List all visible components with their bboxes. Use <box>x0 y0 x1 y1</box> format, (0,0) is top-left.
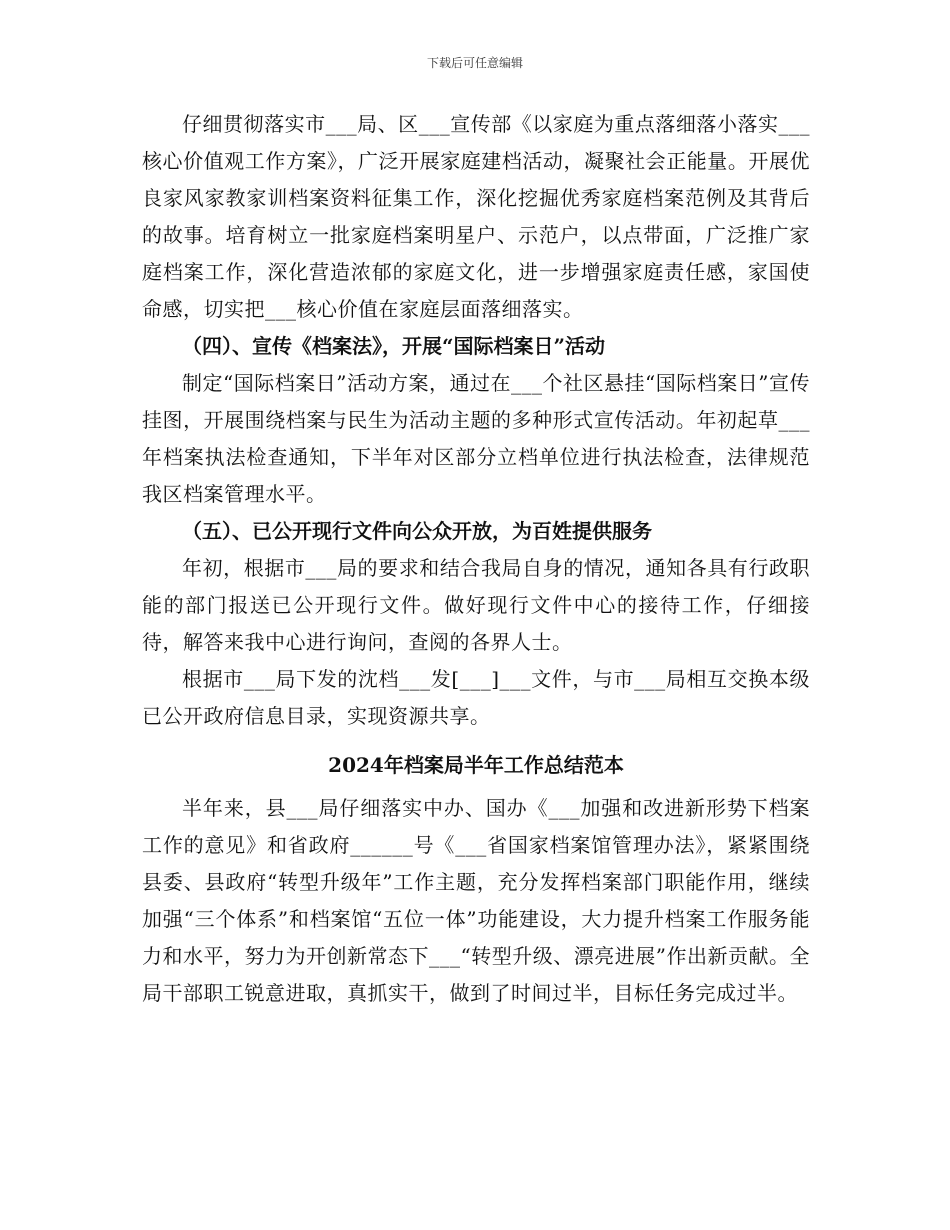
paragraph-family-archives: 仔细贯彻落实市___局、区___宣传部《以家庭为重点落细落小落实___核心价值观工作方案》，广泛开展家庭建档活动，凝聚社会正能量。开展优良家风家教家训档案资料征集工作，深化挖掘优秀家庭档案范例及其背后的故事。培育树立一批家庭档案明星户、示范户，以点带面，广泛推广家庭档案工作，深化营造浓郁的家庭文化，进一步增强家庭责任感，家国使命感，切实把___核心价值在家庭层面落细落实。 <box>142 112 810 321</box>
document-body <box>142 106 810 1012</box>
section-heading-4: （四）、宣传《档案法》，开展“国际档案日”活动 <box>182 334 606 358</box>
paragraph-public-documents: 年初，根据市___局的要求和结合我局自身的情况，通知各具有行政职能的部门报送已公开现行文件。做好现行文件中心的接待工作，仔细接待，解答来我中心进行询问，查阅的各界人士。 <box>142 556 810 654</box>
document-title: 2024年档案局半年工作总结范本 <box>328 753 624 777</box>
paragraph-resource-sharing: 根据市___局下发的沈档___发[___]___文件，与市___局相互交换本级已公开政府信息目录，实现资源共享。 <box>142 667 810 728</box>
page-header: 下载后可任意编辑 <box>426 56 523 70</box>
paragraph-archives-day: 制定“国际档案日”活动方案，通过在___个社区悬挂“国际档案日”宣传挂图，开展围绕档案与民生为活动主题的多种形式宣传活动。年初起草___年档案执法检查通知，下半年对区部分立档单位进行执法检查，法律规范我区档案管理水平。 <box>142 371 810 506</box>
paragraph-half-year-summary: 半年来，县___局仔细落实中办、国办《___加强和改进新形势下档案工作的意见》和省政府______号《___省国家档案馆管理办法》，紧紧围绕县委、县政府“转型升级年”工作主题，充分发挥档案部门职能作用，继续加强“三个体系”和档案馆“五位一体”功能建设，大力提升档案工作服务能力和水平，努力为开创新常态下___“转型升级、漂亮进展”作出新贡献。全局干部职工锐意进取，真抓实干，做到了时间过半，目标任务完成过半。 <box>142 796 810 1005</box>
section-heading-5: （五）、已公开现行文件向公众开放，为百姓提供服务 <box>182 519 652 543</box>
